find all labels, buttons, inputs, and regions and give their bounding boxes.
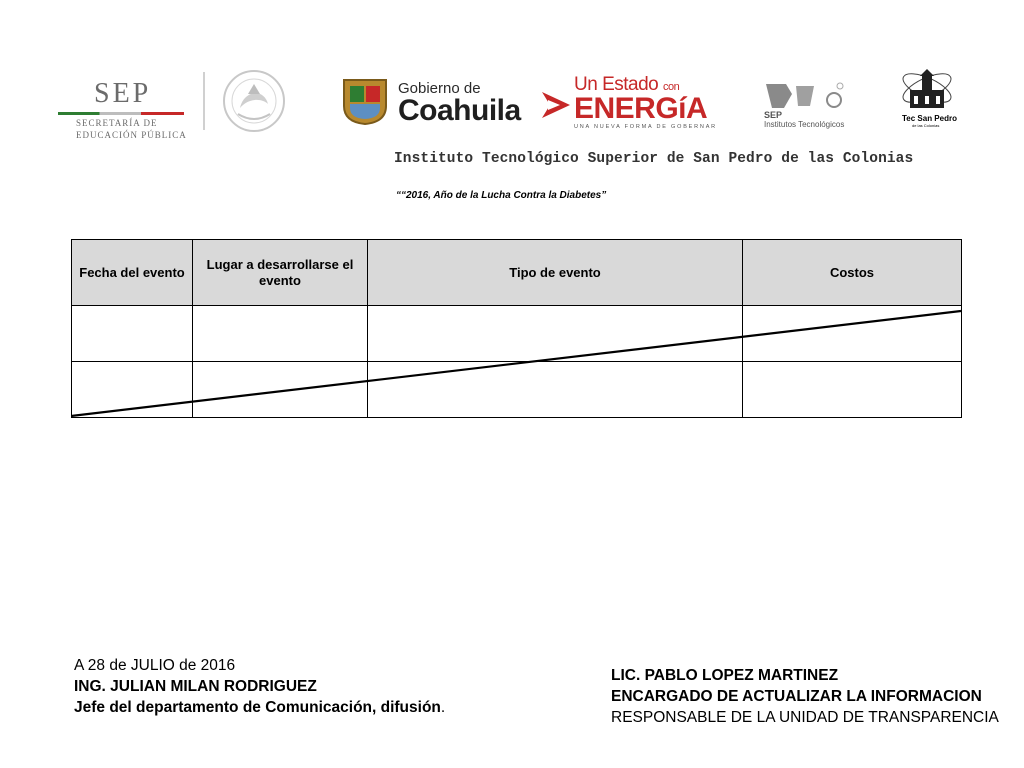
san-pedro-building-icon: [896, 66, 958, 114]
signature-date: A 28 de JULIO de 2016: [74, 657, 236, 674]
table-row: [72, 362, 962, 418]
logo-divider: [203, 72, 205, 130]
coahuila-logo-small: Gobierno de: [398, 80, 481, 97]
right-signature-block: [611, 665, 999, 728]
tec-san-pedro-logo: [896, 66, 958, 130]
table-cell: [72, 306, 193, 362]
energia-arrow-icon: [540, 88, 574, 122]
right-signer-unit: RESPONSABLE DE LA UNIDAD DE TRANSPARENCIA: [611, 709, 999, 726]
col-header-costos: Costos: [743, 240, 962, 306]
san-pedro-caption-2: de las Colonias: [912, 123, 940, 128]
events-table: [71, 239, 961, 418]
table-header-row: [72, 240, 962, 306]
sep-tricolor-bar: [58, 112, 184, 115]
mexico-seal-icon: [218, 68, 290, 134]
tec-logo: [762, 80, 852, 132]
table-cell: [72, 362, 193, 418]
sep-logo: [58, 78, 188, 140]
energia-logo: [574, 74, 717, 130]
table-cell: [743, 306, 962, 362]
sep-subtitle-1: SECRETARÍA DE: [76, 118, 158, 128]
right-signer-role: ENCARGADO DE ACTUALIZAR LA INFORMACION: [611, 688, 982, 705]
table-cell: [743, 362, 962, 418]
table-cell: [193, 362, 368, 418]
energia-logo-con: con: [663, 81, 680, 93]
institute-name: Instituto Tecnológico Superior de San Pedro de las Colonias: [394, 151, 914, 167]
left-signer-title: Jefe del departamento de Comunicación, difusión: [74, 699, 441, 716]
energia-logo-big: ENERGíA: [574, 92, 708, 125]
col-header-lugar: Lugar a desarrollarse el evento: [193, 240, 368, 306]
left-signer-name: ING. JULIAN MILAN RODRIGUEZ: [74, 678, 317, 695]
tec-emblem-icon: [762, 80, 852, 110]
san-pedro-caption-1: Tec San Pedro: [902, 114, 957, 123]
left-signature-block: [74, 655, 445, 718]
tec-logo-caption-1: SEP: [764, 110, 783, 120]
energia-logo-small: Un Estado: [574, 74, 659, 95]
col-header-fecha: Fecha del evento: [72, 240, 193, 306]
coahuila-logo: [398, 80, 521, 125]
energia-logo-tagline: UNA NUEVA FORMA DE GOBERNAR: [574, 124, 717, 130]
table-cell: [368, 362, 743, 418]
sep-logo-text: SEP: [94, 78, 152, 109]
tec-logo-caption-2: Institutos Tecnológicos: [764, 120, 845, 129]
left-signer-title-period: .: [440, 699, 446, 716]
coahuila-shield-icon: [340, 76, 390, 126]
year-motto: ““2016, Año de la Lucha Contra la Diabetes”: [396, 190, 607, 201]
coahuila-logo-big: Coahuila: [398, 94, 521, 127]
col-header-tipo: Tipo de evento: [368, 240, 743, 306]
table-cell: [368, 306, 743, 362]
sep-subtitle-2: EDUCACIÓN PÚBLICA: [76, 130, 187, 140]
table-row: [72, 306, 962, 362]
table-cell: [193, 306, 368, 362]
right-signer-name: LIC. PABLO LOPEZ MARTINEZ: [611, 667, 839, 684]
